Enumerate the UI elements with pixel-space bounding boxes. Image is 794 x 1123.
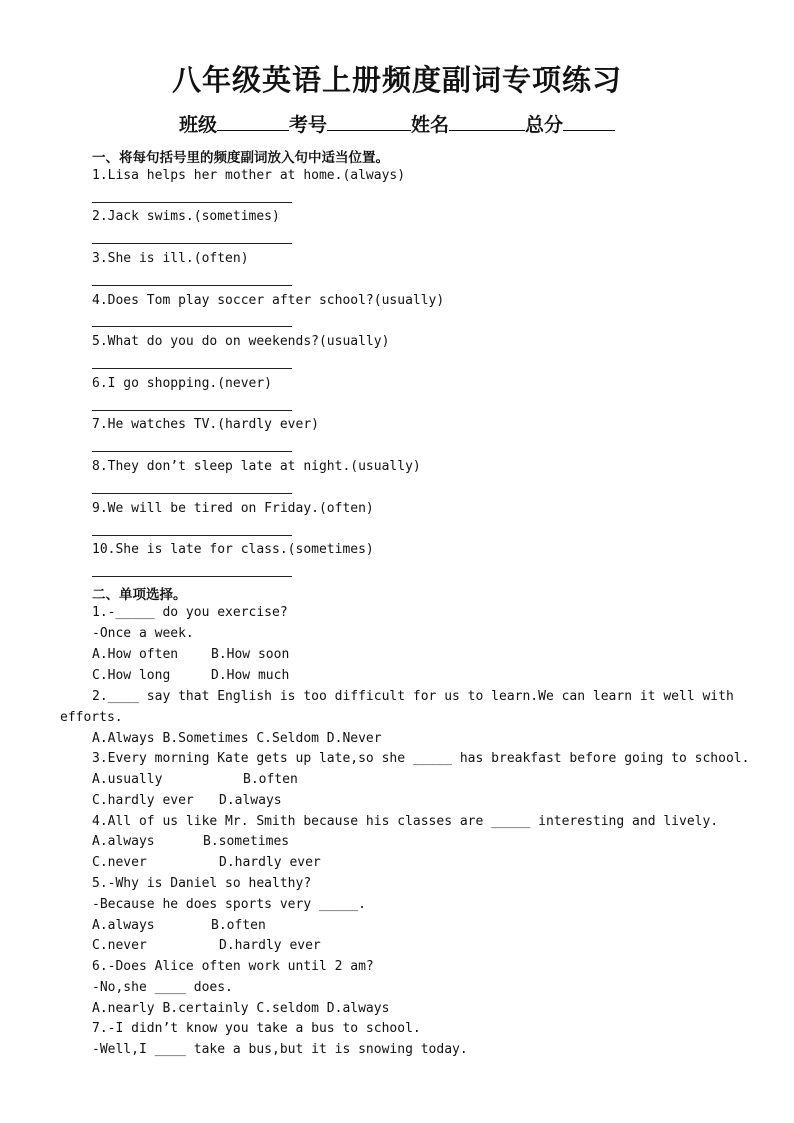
q5-options-row2 [92,938,321,954]
s1-question-7: 7.He watches TV.(hardly ever) [92,417,319,432]
q3-options-row2 [92,793,282,809]
q4-option-b[interactable]: B.sometimes [203,834,290,849]
q1-option-c[interactable]: C.How long [92,668,171,683]
q1-reply: -Once a week. [92,626,194,641]
s1-question-6: 6.I go shopping.(never) [92,376,273,391]
s1-question-3: 3.She is ill.(often) [92,251,249,266]
s1-question-1: 1.Lisa helps her mother at home.(always) [92,168,406,183]
s1-answer-line-8[interactable] [92,493,292,494]
q4-option-d[interactable]: D.hardly ever [219,855,321,870]
q3-option-d[interactable]: D.always [219,793,282,808]
q3-stem: 3.Every morning Kate gets up late,so she _____ has breakfast before going to school. [92,751,750,766]
q1-stem: 1.-_____ do you exercise? [92,605,288,620]
q3-options-row1 [92,772,298,788]
s1-question-4: 4.Does Tom play soccer after school?(usually) [92,293,445,308]
score-label: 总分 [525,114,564,136]
q4-option-c[interactable]: C.never [92,855,147,870]
q3-option-a[interactable]: A.usually [92,772,163,787]
name-blank[interactable] [449,112,525,131]
q4-stem: 4.All of us like Mr. Smith because his classes are _____ interesting and lively. [92,814,719,829]
q5-option-b[interactable]: B.often [211,918,266,933]
s1-question-9: 9.We will be tired on Friday.(often) [92,501,374,516]
q7-stem: 7.-I didn’t know you take a bus to school. [92,1021,421,1036]
q6-stem: 6.-Does Alice often work until 2 am? [92,959,374,974]
s1-answer-line-1[interactable] [92,202,292,203]
s1-question-8: 8.They don’t sleep late at night.(usually) [92,459,421,474]
q4-options-row1 [92,834,289,850]
s1-answer-line-10[interactable] [92,576,292,577]
q5-option-d[interactable]: D.hardly ever [219,938,321,953]
q1-options-row2 [92,668,289,684]
number-label: 考号 [288,114,327,136]
s1-answer-line-6[interactable] [92,410,292,411]
q5-option-a[interactable]: A.always [92,918,155,933]
q5-option-c[interactable]: C.never [92,938,147,953]
q5-reply: -Because he does sports very _____. [92,897,366,912]
q7-reply: -Well,I ____ take a bus,but it is snowing today. [92,1042,468,1057]
number-blank[interactable] [327,112,411,131]
q4-options-row2 [92,855,321,871]
name-label: 姓名 [411,114,450,136]
s1-question-10: 10.She is late for class.(sometimes) [92,542,374,557]
q5-options-row1 [92,918,266,934]
q6-reply: -No,she ____ does. [92,980,233,995]
q2-options[interactable]: A.Always B.Sometimes C.Seldom D.Never [92,731,382,746]
q3-option-c[interactable]: C.hardly ever [92,793,194,808]
s1-answer-line-4[interactable] [92,326,292,327]
s1-answer-line-2[interactable] [92,243,292,244]
worksheet-title: 八年级英语上册频度副词专项练习 [171,63,622,97]
q1-option-b[interactable]: B.How soon [211,647,290,662]
class-label: 班级 [178,114,217,136]
q4-option-a[interactable]: A.always [92,834,155,849]
q2-stem-line2: efforts. [60,710,123,725]
q6-options[interactable]: A.nearly B.certainly C.seldom D.always [92,1001,390,1016]
score-blank[interactable] [563,112,615,131]
student-info-line [0,110,794,137]
s1-answer-line-3[interactable] [92,285,292,286]
q1-options-row1 [92,647,289,663]
s1-answer-line-5[interactable] [92,368,292,369]
q3-option-b[interactable]: B.often [243,772,298,787]
q2-stem-line1: 2.____ say that English is too difficult for us to learn.We can learn it well with [92,689,734,704]
q1-option-d[interactable]: D.How much [211,668,290,683]
q1-option-a[interactable]: A.How often [92,647,179,662]
section2-heading: 二、单项选择。 [92,587,187,603]
q5-stem: 5.-Why is Daniel so healthy? [92,876,312,891]
s1-answer-line-7[interactable] [92,451,292,452]
class-blank[interactable] [217,112,289,131]
s1-question-2: 2.Jack swims.(sometimes) [92,209,280,224]
section1-heading: 一、将每句括号里的频度副词放入句中适当位置。 [92,150,389,166]
s1-answer-line-9[interactable] [92,535,292,536]
s1-question-5: 5.What do you do on weekends?(usually) [92,334,390,349]
